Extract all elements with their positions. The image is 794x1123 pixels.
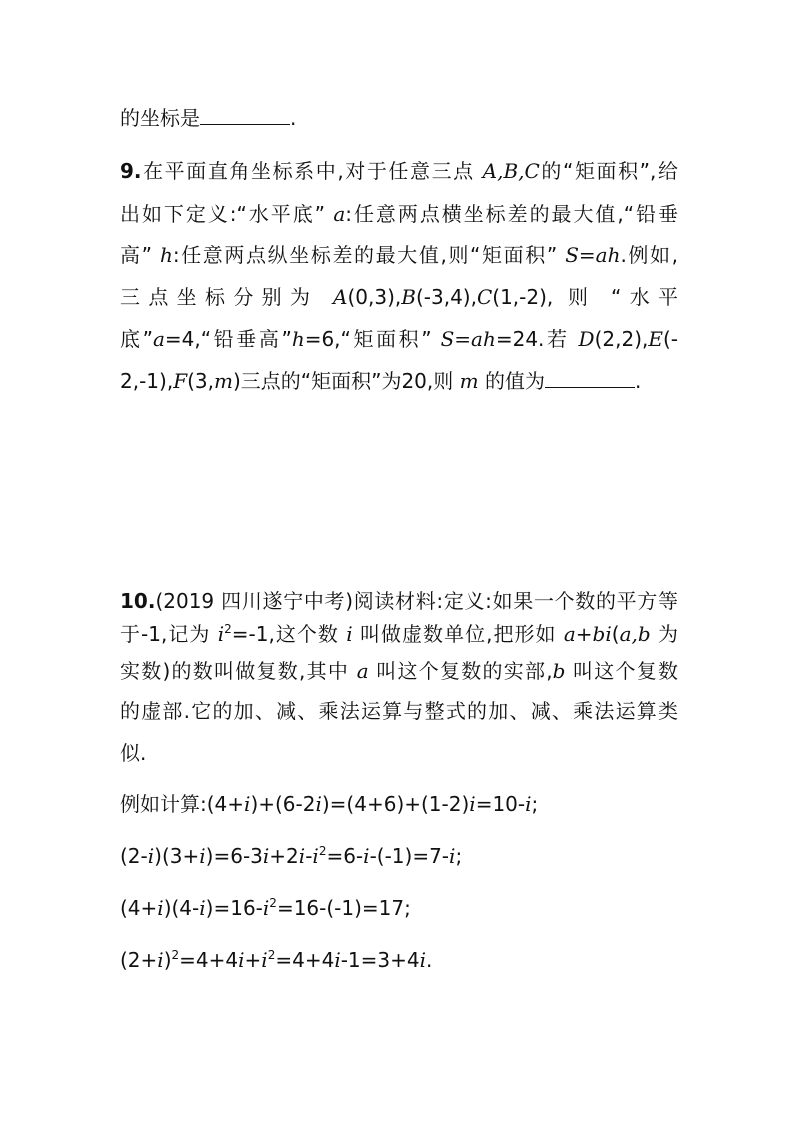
q9-line-6: 2,-1),F(3,m)三点的“矩面积”为20,则 m 的值为 . xyxy=(120,369,642,393)
q10-example-1: 例如计算:(4+i)+(6-2i)=(4+6)+(1-2)i=10-i; xyxy=(120,792,539,816)
q8-text: 的坐标是 xyxy=(120,106,200,130)
q8-answer-blank xyxy=(200,106,290,125)
q9-answer-blank xyxy=(545,369,635,388)
q10-line-4: 的虚部.它的加、减、乘法运算与整式的加、减、乘法运算类 xyxy=(120,699,678,723)
q10-example-3: $(4+i)(4-i)=16-i^2=16-(-1)=17$; xyxy=(120,896,411,920)
q10-example-4: $(2+i)^2=4+4i+i^2=4+4i-1=3+4i$. xyxy=(120,948,433,972)
q10-example-2: $(2-i)(3+i)=6-3i+2i-i^2=6-i-(-1)=7-i$; xyxy=(120,844,463,868)
q9-line-1: 9.在平面直角坐标系中,对于任意三点 A,B,C的“矩面积”,给 xyxy=(120,159,678,183)
q9-line-5: 底”a=4,“铅垂高”h=6,“矩面积” S=ah=24.若 D(2,2),E(- xyxy=(120,327,679,351)
q9-line-2: 出如下定义:“水平底” a:任意两点横坐标差的最大值,“铅垂 xyxy=(120,202,678,226)
q9-line-4: 三点坐标分别为 A(0,3),B(-3,4),C(1,-2), 则 “水平 xyxy=(120,285,679,309)
q8-line: 的坐标是 . xyxy=(120,106,297,130)
q10-line-5: 似. xyxy=(120,741,147,765)
q10-line-1: 10.(2019 四川遂宁中考)阅读材料:定义:如果一个数的平方等 xyxy=(120,589,678,613)
q10-line-2: 于-1,记为 $i^2=-1$,这个数 i 叫做虚数单位,把形如 a+bi(a,b 为 xyxy=(120,622,679,646)
q9-number: 9. xyxy=(120,159,142,183)
q9-line-3: 高” h:任意两点纵坐标差的最大值,则“矩面积” S=ah.例如, xyxy=(120,243,678,267)
q10-line-3: 实数)的数叫做复数,其中 a 叫这个复数的实部,b 叫这个复数 xyxy=(120,659,679,683)
q10-number: 10. xyxy=(120,589,156,613)
